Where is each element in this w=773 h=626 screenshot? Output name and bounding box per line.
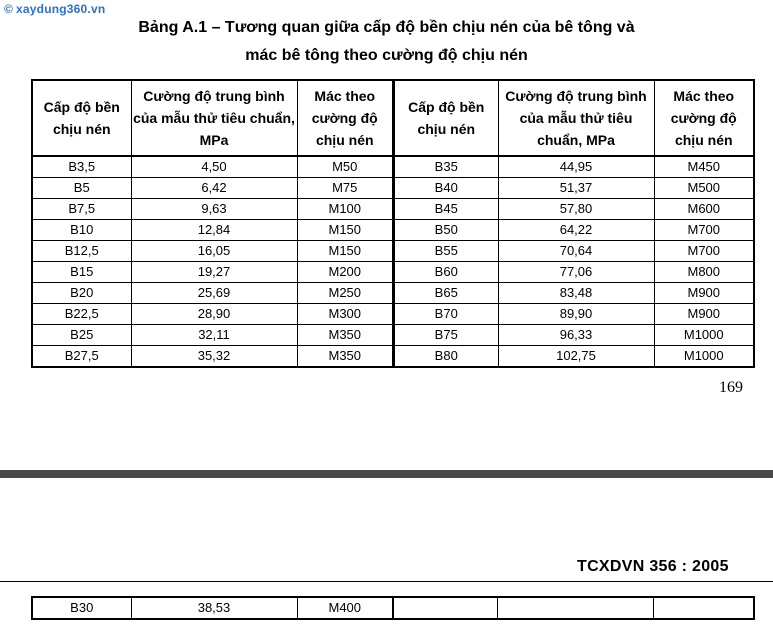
watermark-text: xaydung360.vn bbox=[16, 2, 106, 16]
cell-strength: 83,48 bbox=[498, 283, 654, 304]
cell-grade: B10 bbox=[32, 220, 131, 241]
page-number: 169 bbox=[719, 379, 743, 396]
table-row bbox=[394, 220, 754, 241]
table-row bbox=[32, 178, 393, 199]
table-row bbox=[32, 156, 393, 178]
cell-strength: 35,32 bbox=[131, 346, 297, 368]
cell-mark: M350 bbox=[297, 325, 393, 346]
table-row bbox=[32, 304, 393, 325]
table-row bbox=[32, 325, 393, 346]
cell-mark: M250 bbox=[297, 283, 393, 304]
table-row bbox=[394, 346, 754, 368]
strength-table-left bbox=[31, 79, 394, 368]
cell-grade: B22,5 bbox=[32, 304, 131, 325]
page-divider bbox=[0, 470, 773, 478]
table-row bbox=[394, 262, 754, 283]
cell-grade: B75 bbox=[394, 325, 498, 346]
cell-grade: B5 bbox=[32, 178, 131, 199]
cell-strength: 4,50 bbox=[131, 156, 297, 178]
cell-grade: B30 bbox=[32, 597, 131, 619]
cell-strength: 89,90 bbox=[498, 304, 654, 325]
cell-strength: 6,42 bbox=[131, 178, 297, 199]
cell-grade: B3,5 bbox=[32, 156, 131, 178]
cell-mark: M200 bbox=[297, 262, 393, 283]
header-strength: Cường độ trung bình của mẫu thử tiêu chuẩn, MPa bbox=[498, 80, 654, 156]
table-row bbox=[32, 241, 393, 262]
cell-strength: 32,11 bbox=[131, 325, 297, 346]
cell-strength: 9,63 bbox=[131, 199, 297, 220]
cell-strength: 25,69 bbox=[131, 283, 297, 304]
cell-grade: B65 bbox=[394, 283, 498, 304]
cell-strength: 19,27 bbox=[131, 262, 297, 283]
cell-mark: M400 bbox=[297, 597, 393, 619]
cell-grade: B27,5 bbox=[32, 346, 131, 368]
cell-grade: B35 bbox=[394, 156, 498, 178]
table-row bbox=[394, 178, 754, 199]
cell-mark: M450 bbox=[654, 156, 754, 178]
table-row bbox=[394, 156, 754, 178]
cell-grade: B12,5 bbox=[32, 241, 131, 262]
cell-strength: 16,05 bbox=[131, 241, 297, 262]
cell-strength: 38,53 bbox=[131, 597, 297, 619]
header-grade: Cấp độ bền chịu nén bbox=[394, 80, 498, 156]
cell-mark: M300 bbox=[297, 304, 393, 325]
cell-strength: 77,06 bbox=[498, 262, 654, 283]
cell-strength: 44,95 bbox=[498, 156, 654, 178]
header-mark: Mác theo cường độ chịu nén bbox=[297, 80, 393, 156]
table-row bbox=[394, 283, 754, 304]
cell-strength: 70,64 bbox=[498, 241, 654, 262]
cell-strength: 102,75 bbox=[498, 346, 654, 368]
table-row bbox=[32, 346, 393, 368]
document-code: TCXDVN 356 : 2005 bbox=[577, 558, 729, 575]
cell-mark: M800 bbox=[654, 262, 754, 283]
cell-grade: B80 bbox=[394, 346, 498, 368]
table-title-line2: mác bê tông theo cường độ chịu nén bbox=[245, 47, 528, 64]
cell-strength: 51,37 bbox=[498, 178, 654, 199]
cell-mark: M100 bbox=[297, 199, 393, 220]
cell-mark: M150 bbox=[297, 220, 393, 241]
strength-table-right bbox=[393, 79, 755, 368]
cell-mark: M75 bbox=[297, 178, 393, 199]
cell-mark: M50 bbox=[297, 156, 393, 178]
cell-strength: 28,90 bbox=[131, 304, 297, 325]
table-row bbox=[394, 241, 754, 262]
cell-mark: M150 bbox=[297, 241, 393, 262]
cell-grade: B40 bbox=[394, 178, 498, 199]
table-title-line1: Bảng A.1 – Tương quan giữa cấp độ bền chịu nén của bê tông và bbox=[138, 19, 635, 36]
cell-strength: 57,80 bbox=[498, 199, 654, 220]
cell-mark: M600 bbox=[654, 199, 754, 220]
continuation-table bbox=[31, 596, 755, 620]
cell-mark: M500 bbox=[654, 178, 754, 199]
cell-grade: B60 bbox=[394, 262, 498, 283]
table-row bbox=[394, 325, 754, 346]
table-row bbox=[32, 220, 393, 241]
header-mark: Mác theo cường độ chịu nén bbox=[654, 80, 754, 156]
cell-grade: B50 bbox=[394, 220, 498, 241]
cell-strength: 64,22 bbox=[498, 220, 654, 241]
cell-mark: M700 bbox=[654, 220, 754, 241]
cell-grade: B45 bbox=[394, 199, 498, 220]
table-row bbox=[32, 283, 393, 304]
header-strength: Cường độ trung bình của mẫu thử tiêu chuẩn, MPa bbox=[131, 80, 297, 156]
cell-grade: B20 bbox=[32, 283, 131, 304]
header-rule bbox=[0, 581, 773, 582]
cell-grade: B7,5 bbox=[32, 199, 131, 220]
table-row bbox=[32, 199, 393, 220]
cell-mark: M350 bbox=[297, 346, 393, 368]
cell-empty bbox=[653, 597, 754, 619]
cell-grade: B15 bbox=[32, 262, 131, 283]
cell-empty bbox=[393, 597, 497, 619]
cell-empty bbox=[497, 597, 653, 619]
header-grade: Cấp độ bền chịu nén bbox=[32, 80, 131, 156]
cell-strength: 96,33 bbox=[498, 325, 654, 346]
table-row bbox=[394, 304, 754, 325]
cell-mark: M900 bbox=[654, 304, 754, 325]
table-row bbox=[32, 262, 393, 283]
cell-grade: B25 bbox=[32, 325, 131, 346]
cell-mark: M1000 bbox=[654, 346, 754, 368]
cell-strength: 12,84 bbox=[131, 220, 297, 241]
cell-mark: M700 bbox=[654, 241, 754, 262]
cell-mark: M900 bbox=[654, 283, 754, 304]
cell-mark: M1000 bbox=[654, 325, 754, 346]
table-row bbox=[32, 597, 754, 619]
watermark bbox=[4, 2, 105, 16]
table-row bbox=[394, 199, 754, 220]
cell-grade: B55 bbox=[394, 241, 498, 262]
copyright-icon: © bbox=[4, 2, 14, 16]
cell-grade: B70 bbox=[394, 304, 498, 325]
